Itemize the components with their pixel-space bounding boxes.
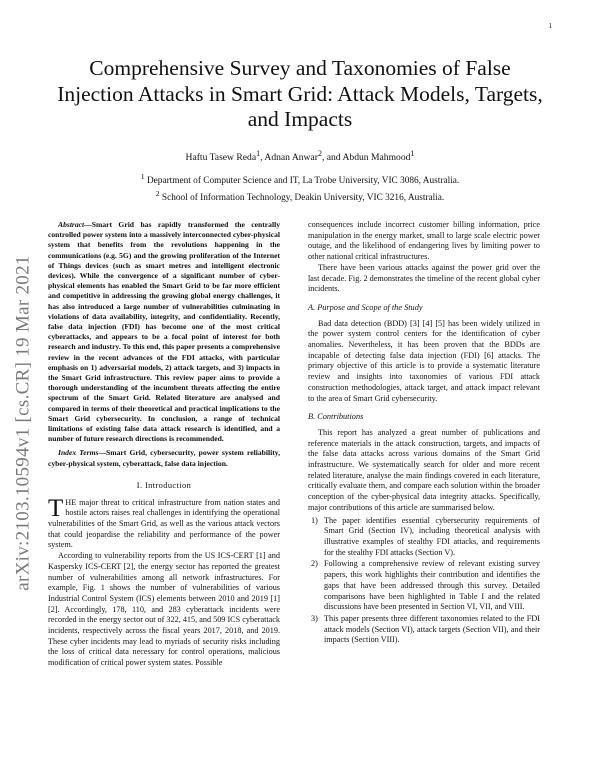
author-affiliation-mark: 1 xyxy=(410,149,415,158)
author-name: Abdun Mahmood xyxy=(342,152,411,164)
author-line xyxy=(52,149,548,163)
affiliation-mark: 2 xyxy=(155,188,160,198)
affiliation-line xyxy=(52,171,548,188)
paper-title: Comprehensive Survey and Taxonomies of False Injection Attacks in Smart Grid: Attack Models, Targets, and Impacts xyxy=(57,56,543,131)
list-item-number: 1) xyxy=(311,515,318,525)
list-item-number: 3) xyxy=(311,613,318,623)
intro-paragraph: There have been various attacks against the power grid over the last decade. Fig. 2 demonstrates the timeline of the recent global cyber incidents. xyxy=(308,262,540,294)
list-item-number: 2) xyxy=(311,559,318,569)
index-terms-label: Index Terms xyxy=(58,448,99,458)
author-separator: , and xyxy=(321,152,343,164)
arxiv-identifier: arXiv:2103.10594v1 [cs.CR] 19 Mar 2021 xyxy=(13,255,35,591)
affiliation-line xyxy=(52,188,548,205)
intro-paragraph xyxy=(48,494,280,552)
abstract xyxy=(48,220,280,444)
list-item xyxy=(308,559,540,613)
list-item xyxy=(308,516,540,559)
subsection-heading-purpose: A. Purpose and Scope of the Study xyxy=(308,302,423,312)
affiliations xyxy=(52,171,548,204)
contributions-list xyxy=(308,516,540,646)
intro-paragraph: According to vulnerability reports from the US ICS-CERT [1] and Kaspersky ICS-CERT [2], the energy sector has reported the greatest number of vulnerabilities among all network infrastructures. For example, Fig. 1 shows the number of vulnerabilities of various Industrial Control System (ICS) elements between 2010 and 2019 [1] [2]. Accordingly, 178, 110, and 283 cyberattack incidents were recorded in the energy sector out of 322, 415, and 509 ICS cyberattack incidents, respectively across the fiscal years 2017, 2018, and 2019. These cyber incidents may lead to myriads of security risks including the loss of critical data necessary for control operations, malicious modification of critical power system states. Possible xyxy=(48,551,280,668)
author-affiliation-mark: 2 xyxy=(317,149,322,158)
affiliation-text: School of Information Technology, Deakin University, VIC 3216, Australia. xyxy=(159,192,445,203)
contributions-paragraph: This report has analyzed a great number of publications and reference materials in the attack construction, targets, and impacts of the false data attacks across various domains of the Smart Grid infrastructure. We systematically search for older and more recent related literature, analyse the main findings covered in each literature, critically evaluate them, and compare each solution within the broader conception of the cyber-physical data integrity attacks. Specifically, major contributions of this article are summarised below. xyxy=(308,427,540,512)
intro-paragraph-continued: consequences include incorrect customer billing information, price manipulation in the energy market, small to large scale electric power outage, and the likelihood of endangering lives by limiting power to other national critical infrastructures. xyxy=(308,220,540,262)
right-column xyxy=(308,220,540,647)
list-item-text: This paper presents three different taxonomies related to the FDI attack models (Section VI), attack targets (Section VII), and their impacts (Section VIII). xyxy=(324,613,540,645)
affiliation-mark: 1 xyxy=(140,172,145,181)
section-heading-introduction: I. Introduction xyxy=(136,480,192,490)
index-terms xyxy=(48,448,280,468)
intro-lead-caps: HE xyxy=(65,497,77,507)
left-column xyxy=(48,220,280,669)
drop-cap: T xyxy=(48,494,64,522)
purpose-paragraph: Bad data detection (BDD) [3] [4] [5] has been widely utilized in the power system control centers for the identification of cyber anomalies. Nevertheless, it has been proven that the BDDs are incapable of detecting false data injection (FDI) [6] attacks. The primary objective of this article is to provide a systematic literature review and insights into taxonomies of various FDI attack construction methodologies, attack target, and attack impact relevant to the area of Smart Grid cybersecurity. xyxy=(308,318,540,403)
author-name: Haftu Tasew Reda xyxy=(185,152,257,164)
abstract-label: Abstract xyxy=(58,220,85,229)
index-terms-text: —Smart Grid, cybersecurity, power system reliability, cyber-physical system, cyberattack, false data injection. xyxy=(48,448,281,468)
list-item xyxy=(308,614,540,646)
intro-text: major threat to critical infrastructure from nation states and hostile actors raises real challenges in identifying the operational vulnerabilities of the Smart Grid, as well as the various attack vectors that could jeopardise the reliability and performance of the power system. xyxy=(48,497,280,550)
author-separator: , xyxy=(260,152,265,164)
author-affiliation-mark: 1 xyxy=(256,149,261,158)
subsection-heading-contributions: B. Contributions xyxy=(308,412,364,422)
page-number: 1 xyxy=(548,22,552,30)
author-name: Adnan Anwar xyxy=(264,152,318,164)
list-item-text: The paper identifies essential cybersecurity requirements of Smart Grid (Section IV), including theoretical analysis with illustrative examples of stealthy FDI attacks, and requirements for the stealthy FDI attacks (Section V). xyxy=(324,515,540,557)
affiliation-text: Department of Computer Science and IT, La Trobe University, VIC 3086, Australia. xyxy=(144,176,460,187)
arxiv-side-stamp xyxy=(7,208,41,638)
list-item-text: Following a comprehensive review of relevant existing survey papers, this work highlights their contribution and identifies the gaps that have been addressed through this survey. Detailed comparisons have been highlighted in Table I and the related discussions have been presented in Section VI, VII, and VIII. xyxy=(324,559,540,612)
abstract-text: —Smart Grid has rapidly transformed the centrally controlled power system into a massively interconnected cyber-physical system that benefits from the revolutions happening in the communications (e.g. 5G) and the growing proliferation of the Internet of Things devices (such as smart metres and intelligent electronic devices). While the convergence of a significant number of cyber-physical elements has enabled the Smart Grid to be far more efficient and competitive in addressing the growing global energy challenges, it has also introduced a large number of vulnerabilities culminating in violations of data availability, integrity, and confidentiality. Recently, false data injection (FDI) has become one of the most critical cyberattacks, and appears to be a focal point of interest for both research and industry. To this end, this paper presents a comprehensive review in the recent advances of the FDI attacks, with particular emphasis on 1) adversarial models, 2) attack targets, and 3) impacts in the Smart Grid infrastructure. This review paper aims to provide a thorough understanding of the incumbent threats affecting the entire spectrum of the Smart Grid. Related literature are analysed and compared in terms of their theoretical and practical implications to the Smart Grid cybersecurity. In conclusion, a range of technical limitations of existing false data attack research is identified, and a number of future research directions is recommended. xyxy=(48,220,280,444)
